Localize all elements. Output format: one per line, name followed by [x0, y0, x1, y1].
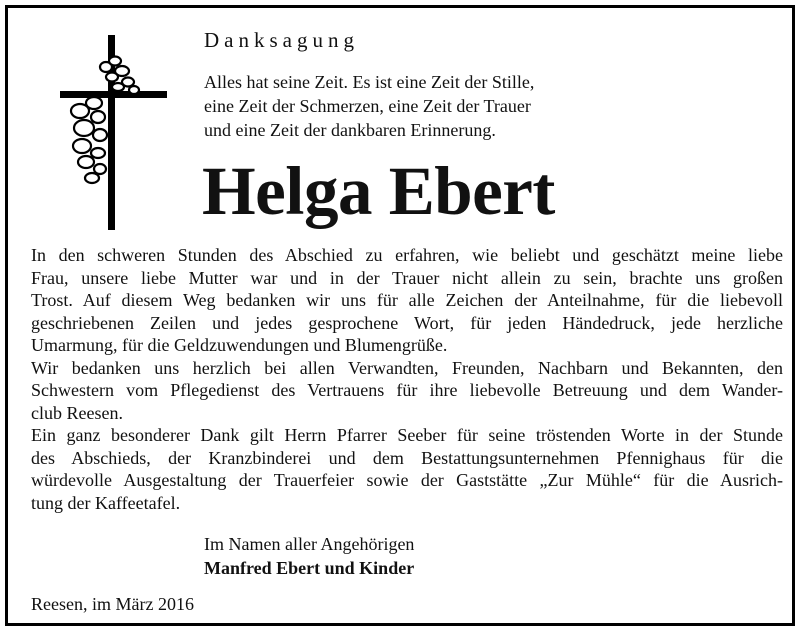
signature-name: Manfred Ebert und Kinder	[204, 558, 415, 578]
cross-with-stones-icon	[56, 35, 171, 230]
text-line: Frau, unsere liebe Mutter war und in der Trauer nicht allein zu sein, brachte uns großen	[31, 267, 783, 288]
text-line: tung der Kaffeetafel.	[31, 492, 181, 513]
text-line: Schwestern vom Pflegedienst des Vertrauens für ihre liebevolle Betreuung und dem Wander-	[31, 380, 783, 400]
motto-line: eine Zeit der Schmerzen, eine Zeit der Trauer	[204, 96, 531, 116]
text-line: geschriebenen Zeilen und jedes gesprochene Wort, für jeden Händedruck, jede herzliche	[31, 312, 783, 333]
text-line: club Reesen.	[31, 402, 123, 423]
signature-intro: Im Namen aller Angehörigen	[204, 534, 415, 554]
motto	[204, 70, 534, 142]
text-line: würdevolle Ausgestaltung der Trauerfeier sowie der Gaststätte „Zur Mühle“ für die Ausrich-	[31, 470, 783, 490]
text-line: In den schweren Stunden des Abschied zu erfahren, wie beliebt und geschätzt meine liebe	[31, 245, 783, 265]
text-line: Ein ganz besonderer Dank gilt Herrn Pfarrer Seeber für seine tröstenden Worte in der Stunde	[31, 425, 783, 445]
place-date: Reesen, im März 2016	[31, 594, 194, 614]
motto-line: Alles hat seine Zeit. Es ist eine Zeit der Stille,	[204, 72, 535, 92]
text-line: Trost. Auf diesem Weg bedanken wir uns für alle Zeichen der Anteilnahme, für die liebevoll	[31, 290, 783, 310]
motto-line: und eine Zeit der dankbaren Erinnerung.	[204, 120, 496, 140]
text-line: des Abschieds, der Kranzbinderei und dem Bestattungsunternehmen Pfennighaus für die	[31, 447, 783, 468]
text-line: Umarmung, für die Geldzuwendungen und Blumengrüße.	[31, 335, 448, 355]
signature-block	[204, 532, 414, 580]
deceased-name: Helga Ebert	[202, 153, 555, 229]
notice-frame	[5, 5, 795, 626]
notice-heading: Danksagung	[204, 28, 359, 52]
thanks-text	[31, 244, 783, 514]
text-line: Wir bedanken uns herzlich bei allen Verwandten, Freunden, Nachbarn und Bekannten, den	[31, 357, 783, 378]
